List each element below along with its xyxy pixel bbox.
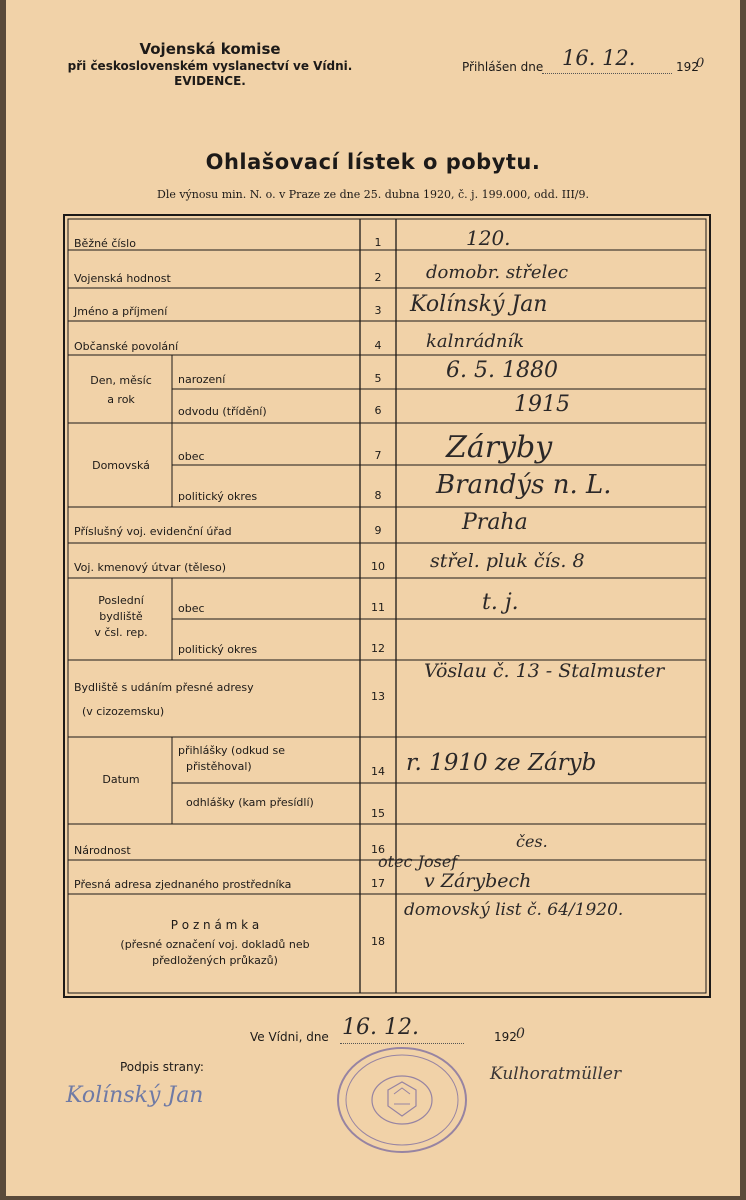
label-note: P o z n á m k a	[170, 918, 260, 932]
group-date: Den, měsíc	[90, 374, 152, 387]
label-deregistration: odhlášky (kam přesídlí)	[186, 796, 314, 809]
group-last-residence-3: v čsl. rep.	[94, 626, 148, 639]
value-nationality: čes.	[516, 832, 548, 851]
value-domicile-municipality: Záryby	[446, 430, 553, 465]
label-last-residence-municipality: obec	[178, 602, 205, 615]
issuer-sub: při československém vyslanectví ve Vídni.	[67, 59, 353, 73]
label-birth: narození	[178, 373, 226, 386]
registered-date-hand: 16. 12.	[562, 46, 636, 70]
label-conscription: odvodu (třídění)	[178, 405, 267, 418]
label-domicile-municipality: obec	[178, 450, 205, 463]
label-foreign-address: Bydliště s udáním přesné adresy	[74, 681, 254, 694]
value-name: Kolínský Jan	[410, 292, 548, 317]
label-note-3: předložených průkazů)	[152, 954, 278, 967]
label-registration: přihlášky (odkud se	[178, 744, 286, 757]
label-running-number: Běžné číslo	[74, 237, 136, 250]
value-domicile-district: Brandýs n. L.	[436, 470, 612, 500]
num-18: 18	[371, 935, 385, 948]
value-running-number: 120.	[466, 226, 511, 250]
value-military-rank: domobr. střelec	[426, 262, 569, 283]
num-12: 12	[371, 642, 385, 655]
footer-place: Ve Vídni, dne	[250, 1030, 329, 1044]
label-regiment: Voj. kmenový útvar (těleso)	[74, 561, 227, 574]
num-17: 17	[371, 877, 385, 890]
group-domicile: Domovská	[92, 459, 150, 472]
official-round-stamp	[332, 1044, 472, 1156]
num-5: 5	[374, 372, 382, 385]
label-registration-2: přistěhoval)	[186, 760, 252, 773]
value-regiment: střel. pluk čís. 8	[430, 550, 585, 572]
label-nationality: Národnost	[74, 844, 131, 857]
value-conscription: 1915	[514, 392, 570, 417]
value-intermediary-address-2: v Zárybech	[424, 870, 532, 892]
num-14: 14	[371, 765, 385, 778]
label-intermediary-address: Přesná adresa zjednaného prostředníka	[74, 878, 292, 891]
issuer-section: EVIDENCE.	[174, 74, 246, 88]
group-last-residence-2: bydliště	[99, 610, 143, 623]
party-signature: Kolínský Jan	[66, 1083, 204, 1108]
num-1: 1	[374, 236, 382, 249]
num-7: 7	[374, 449, 382, 462]
group-last-residence: Poslední	[98, 594, 144, 607]
registered-year-hand: 0	[696, 56, 705, 71]
num-13: 13	[371, 690, 385, 703]
footer-date-hand: 16. 12.	[342, 1015, 419, 1040]
num-8: 8	[374, 489, 382, 502]
official-signature: Kulhoratmüller	[490, 1064, 622, 1084]
value-birth: 6. 5. 1880	[446, 358, 558, 383]
label-civil-occupation: Občanské povolání	[74, 340, 179, 353]
issuer-org: Vojenská komise	[139, 40, 281, 58]
group-datum: Datum	[102, 773, 140, 786]
num-9: 9	[374, 524, 382, 537]
value-intermediary-address: otec Josef	[378, 852, 458, 871]
num-11: 11	[371, 601, 385, 614]
form-title: Ohlašovací lístek o pobytu.	[205, 150, 541, 174]
value-registration: r. 1910 ze Záryb	[406, 750, 597, 776]
label-military-rank: Vojenská hodnost	[74, 272, 171, 285]
value-last-residence-municipality: t. j.	[482, 590, 519, 615]
num-15: 15	[371, 807, 385, 820]
decree-line: Dle výnosu min. N. o. v Praze ze dne 25. dubna 1920, č. j. 199.000, odd. III/9.	[157, 188, 589, 201]
registered-year-prefix: 192	[676, 60, 699, 74]
group-date-2: a rok	[107, 393, 135, 406]
footer-year-prefix: 192	[494, 1030, 517, 1044]
num-16: 16	[371, 843, 385, 856]
num-6: 6	[374, 404, 382, 417]
num-4: 4	[374, 339, 382, 352]
label-foreign-address-2: (v cizozemsku)	[82, 705, 165, 718]
value-civil-occupation: kalnrádník	[426, 331, 525, 352]
value-evidence-office: Praha	[462, 510, 528, 535]
num-2: 2	[374, 271, 382, 284]
num-3: 3	[374, 304, 382, 317]
label-note-2: (přesné označení voj. dokladů neb	[120, 938, 310, 951]
value-note: domovský list č. 64/1920.	[404, 900, 624, 920]
signature-label: Podpis strany:	[120, 1060, 204, 1074]
label-evidence-office: Příslušný voj. evidenční úřad	[74, 525, 232, 538]
document-page	[6, 0, 740, 1196]
label-domicile-district: politický okres	[178, 490, 258, 503]
footer-year-hand: 0	[516, 1026, 525, 1042]
registered-label: Přihlášen dne	[462, 60, 544, 74]
num-10: 10	[371, 560, 385, 573]
label-name: Jméno a příjmení	[74, 305, 168, 318]
label-last-residence-district: politický okres	[178, 643, 258, 656]
value-foreign-address: Vöslau č. 13 - Stalmuster	[424, 660, 665, 682]
